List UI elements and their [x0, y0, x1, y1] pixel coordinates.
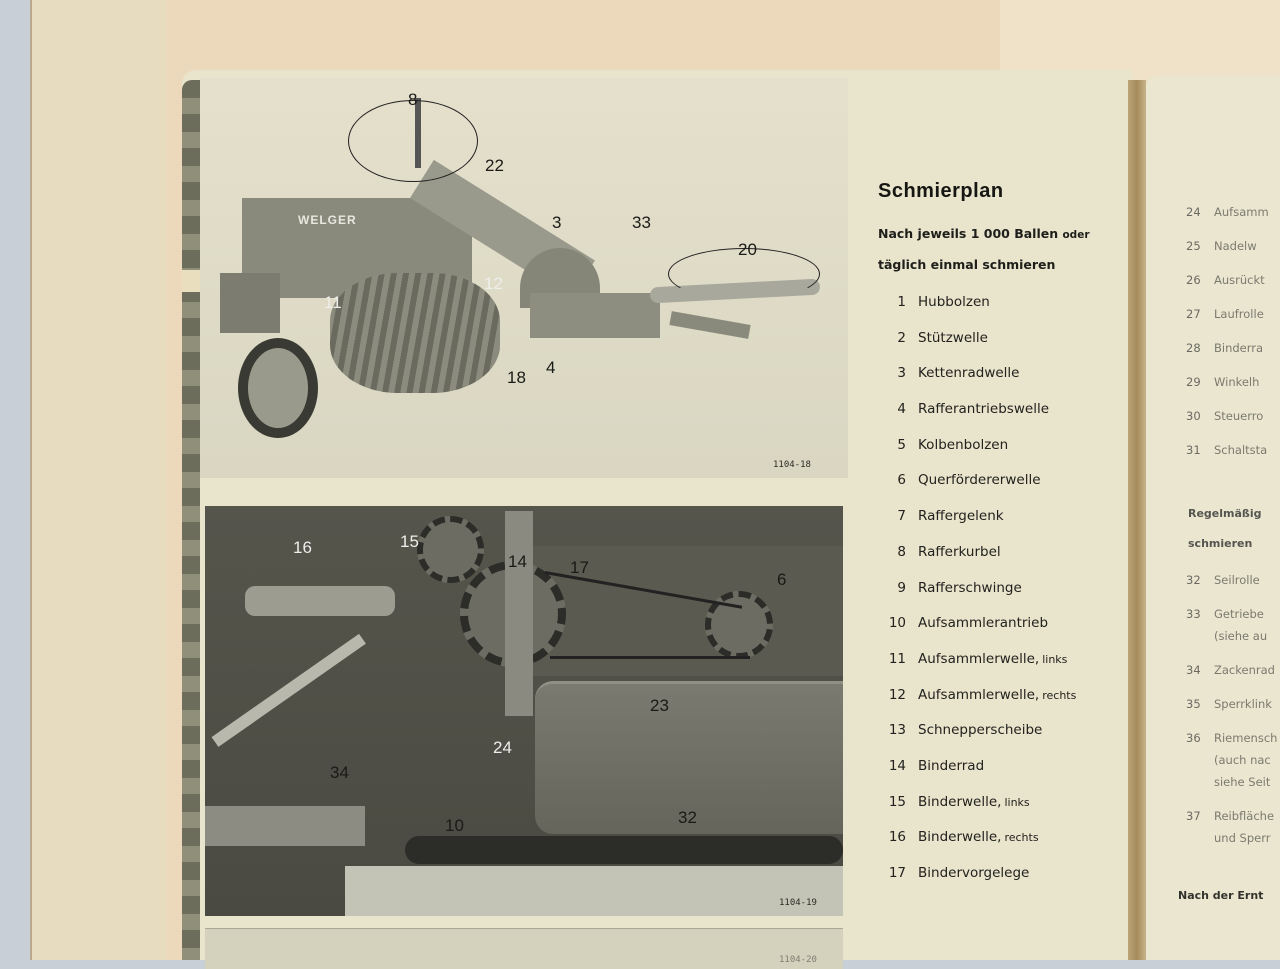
item-subline: (auch nac [1214, 753, 1271, 767]
item-number: 37 [1186, 809, 1201, 823]
callout-label: 18 [507, 368, 526, 387]
list-item [878, 865, 1118, 901]
item-label: Riemensch [1214, 731, 1278, 745]
pickup-reel [330, 273, 500, 393]
item-label: Steuerro [1214, 409, 1264, 423]
figure-code: 1104-19 [779, 898, 817, 908]
list-item [878, 651, 1118, 687]
list-item [1186, 607, 1280, 629]
list-item [878, 794, 1118, 830]
intro-line-1: Nach jeweils 1 000 Ballen [878, 226, 1059, 241]
item-number: 8 [897, 543, 906, 560]
item-label: Binderrad [918, 757, 985, 774]
item-label: Rafferantriebswelle [918, 401, 1049, 418]
callout-label: 16 [293, 538, 312, 557]
regular-lubrication-list [1186, 573, 1280, 853]
item-label: Schaltsta [1214, 443, 1268, 457]
item-number: 15 [888, 793, 906, 810]
lubrication-plan-text [878, 180, 1118, 901]
section-heading [1188, 499, 1280, 559]
list-item [1186, 663, 1280, 697]
item-label: Aufsammlerwelle, [918, 650, 1040, 667]
item-suffix: rechts [1004, 831, 1039, 845]
list-item [878, 687, 1118, 723]
item-label: Seilrolle [1214, 573, 1260, 587]
item-number: 3 [897, 365, 906, 382]
list-item [1186, 443, 1280, 477]
page-title: Schmierplan [878, 180, 1004, 202]
list-item [1186, 573, 1280, 607]
list-item [878, 722, 1118, 758]
item-label: Rafferkurbel [918, 543, 1001, 560]
item-label: Kettenradwelle [918, 365, 1020, 382]
list-item [878, 508, 1118, 544]
item-label: Reibfläche [1214, 809, 1275, 823]
item-number: 14 [888, 757, 906, 774]
item-suffix: rechts [1042, 688, 1077, 702]
item-label: Aufsammlerantrieb [918, 615, 1049, 632]
item-number: 11 [888, 650, 906, 667]
axle-tube [405, 836, 843, 864]
item-label: Nadelw [1214, 239, 1257, 253]
intro-text [878, 219, 1118, 280]
list-item [1186, 307, 1280, 341]
list-item [1186, 239, 1280, 273]
vertical-bracket [505, 511, 533, 716]
figure-code: 1104-18 [773, 460, 811, 470]
item-number: 16 [888, 829, 906, 846]
list-item [878, 365, 1118, 401]
item-label: Sperrklink [1214, 697, 1272, 711]
item-label: Hubbolzen [918, 294, 990, 310]
item-number: 33 [1186, 607, 1201, 621]
list-item [878, 437, 1118, 473]
list-item [1186, 341, 1280, 375]
item-suffix: links [1004, 795, 1030, 809]
item-subline: (siehe au [1214, 629, 1268, 643]
list-item [878, 472, 1118, 508]
item-label: Schnepperscheibe [918, 722, 1043, 739]
baler-side-panel [220, 273, 280, 333]
item-number: 25 [1186, 239, 1201, 253]
floor-area [345, 866, 843, 916]
callout-label: 32 [678, 808, 697, 827]
list-item [1186, 409, 1280, 443]
item-number: 12 [888, 686, 906, 703]
item-number: 26 [1186, 273, 1201, 287]
figure-code: 1104-20 [779, 955, 817, 965]
list-item [878, 580, 1118, 616]
page-edge-strip [182, 80, 200, 960]
item-label: Binderra [1214, 341, 1264, 355]
list-item [878, 401, 1118, 437]
item-number: 31 [1186, 443, 1201, 457]
item-label: Aufsamm [1214, 205, 1269, 219]
item-number: 7 [897, 508, 906, 525]
item-number: 6 [897, 472, 906, 489]
callout-label: 6 [777, 570, 787, 589]
item-label: Aufsammlerwelle, [918, 686, 1040, 703]
item-subline: und Sperr [1214, 831, 1271, 845]
callout-label: 3 [552, 213, 562, 232]
intro-line-1-small: oder [1062, 229, 1090, 241]
callout-label: 33 [632, 213, 651, 232]
callout-label: 14 [508, 552, 527, 571]
item-number: 1 [897, 294, 906, 310]
list-item [878, 544, 1118, 580]
list-item [1186, 375, 1280, 409]
footer-heading: Nach der Ernt [1178, 889, 1264, 902]
callout-label: 23 [650, 696, 669, 715]
figure-baler-exterior [200, 78, 848, 478]
list-item [878, 330, 1118, 366]
item-number: 2 [897, 329, 906, 346]
figure-knotter-mechanism [205, 506, 843, 916]
baler-wheel [238, 338, 318, 438]
list-item [878, 294, 1118, 330]
item-label: Rafferschwinge [918, 579, 1022, 596]
item-label: Zackenrad [1214, 663, 1275, 677]
callout-label: 11 [324, 293, 342, 312]
item-number: 32 [1186, 573, 1201, 587]
callout-ellipse-8 [348, 100, 478, 182]
item-number: 29 [1186, 375, 1201, 389]
item-label: Raffergelenk [918, 508, 1004, 525]
item-suffix: links [1042, 652, 1068, 666]
intro-line-2: täglich einmal schmieren [878, 257, 1056, 272]
section-heading-line-1: Regelmäßig [1188, 507, 1262, 520]
item-label: Binderwelle, [918, 793, 1002, 810]
item-number: 34 [1186, 663, 1201, 677]
right-page-text [1178, 205, 1280, 902]
callout-label: 15 [400, 532, 419, 551]
figure-bottom-partial [205, 928, 843, 969]
callout-label: 17 [570, 558, 589, 577]
item-number: 35 [1186, 697, 1201, 711]
callout-label: 20 [738, 240, 757, 259]
item-number: 36 [1186, 731, 1201, 745]
list-item [878, 829, 1118, 865]
item-number: 5 [897, 436, 906, 453]
item-number: 10 [888, 615, 906, 632]
list-item [878, 615, 1118, 651]
callout-label: 8 [408, 90, 418, 109]
item-number: 17 [888, 865, 906, 881]
book-gutter [1128, 80, 1146, 960]
list-item [1186, 697, 1280, 731]
drawbar [530, 293, 660, 338]
knotter-shaft [245, 586, 395, 616]
frame-beam [205, 806, 365, 846]
item-label: Laufrolle [1214, 307, 1264, 321]
list-item [1186, 273, 1280, 307]
item-label: Querfördererwelle [918, 472, 1041, 489]
drive-chain-bottom [550, 656, 750, 659]
list-item [1186, 205, 1280, 239]
item-label: Getriebe [1214, 607, 1264, 621]
item-number: 4 [897, 401, 906, 418]
item-number: 28 [1186, 341, 1201, 355]
item-label: Winkelh [1214, 375, 1260, 389]
item-label: Kolbenbolzen [918, 436, 1009, 453]
callout-label: 4 [546, 358, 556, 377]
item-subline: siehe Seit [1214, 775, 1271, 789]
top-sheet-edge [1000, 0, 1280, 80]
page-edge-tab [182, 270, 200, 292]
upper-gear [417, 516, 484, 583]
item-number: 9 [897, 579, 906, 596]
item-number: 30 [1186, 409, 1201, 423]
callout-label: 34 [330, 763, 349, 782]
item-number: 24 [1186, 205, 1201, 219]
callout-label: 24 [493, 738, 512, 757]
item-label: Binderwelle, [918, 829, 1002, 846]
item-label: Bindervorgelege [918, 865, 1030, 881]
list-item [1186, 731, 1280, 753]
brand-label: WELGER [298, 213, 357, 227]
callout-label: 12 [484, 274, 503, 293]
callout-label: 10 [445, 816, 464, 835]
list-item [1186, 809, 1280, 831]
lubrication-point-list [878, 294, 1118, 901]
callout-label: 22 [485, 156, 504, 175]
item-label: Stützwelle [918, 329, 988, 346]
hitch [669, 311, 750, 339]
back-sheet-edge [30, 0, 167, 960]
list-item [878, 758, 1118, 794]
item-number: 13 [888, 722, 906, 739]
section-heading-line-2: schmieren [1188, 537, 1253, 550]
item-number: 27 [1186, 307, 1201, 321]
item-label: Ausrückt [1214, 273, 1265, 287]
